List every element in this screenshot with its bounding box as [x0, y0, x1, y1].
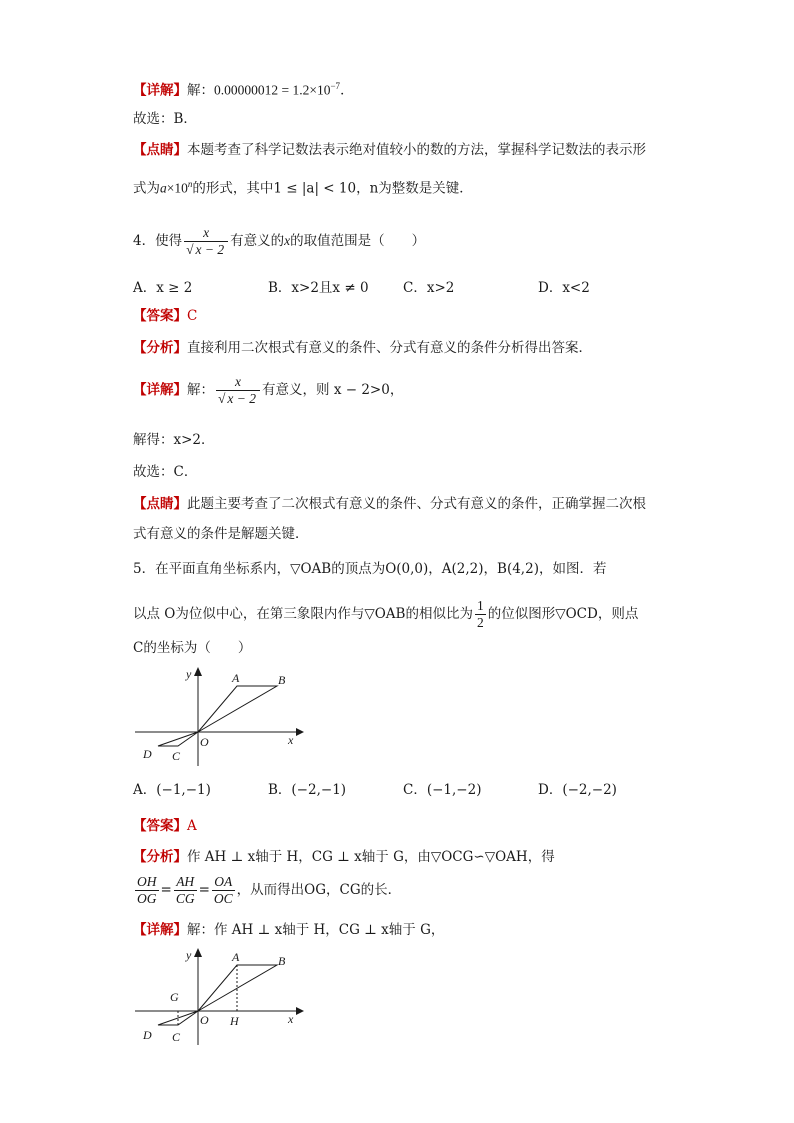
- q4-detail-sqrt: x − 2: [227, 391, 257, 406]
- q5-figure-1: [130, 662, 310, 770]
- q5-option-d: D．(−2,−2): [538, 782, 617, 798]
- prev-comment-line1: [133, 140, 646, 160]
- comment-tag: 【点睛】: [133, 142, 187, 158]
- label-o: O: [200, 735, 209, 749]
- q4-option-a: A．x ≥ 2: [133, 280, 193, 296]
- detail-text: 解：0.00000012 = 1.2×10: [187, 82, 331, 98]
- detail-exponent: −7: [330, 81, 341, 91]
- label-b: B: [278, 954, 286, 968]
- answer-value: C: [187, 308, 198, 324]
- q4-fraction: [184, 225, 228, 258]
- x-axis-arrow: [296, 1007, 304, 1015]
- x-axis-arrow: [296, 728, 304, 736]
- analysis-text: 直接利用二次根式有意义的条件、分式有意义的条件分析得出答案．: [187, 340, 592, 356]
- label-d: D: [143, 1028, 152, 1042]
- answer-value: A: [187, 818, 197, 834]
- q5-ratio-num: 1: [476, 598, 484, 613]
- frac-oh: OH: [137, 874, 157, 889]
- q4-frac-num: x: [184, 225, 228, 242]
- q5-answer: [133, 816, 197, 836]
- comment-text: 此题主要考查了二次根式有意义的条件、分式有意义的条件，正确掌握二次根: [187, 496, 646, 512]
- y-axis-arrow: [194, 667, 202, 676]
- frac-oa: OA: [212, 874, 235, 891]
- label-x: x: [288, 733, 294, 747]
- q5-analysis-line2: $\frac{OH}{OG}$ = $\frac{AH}{CG}$ = $\frac{OA}{OC}$ ，从而得出OG，CG的长．: [137, 874, 402, 906]
- q5-ratio-den: 2: [476, 615, 484, 630]
- q4-stem-end: 的取值范围是（ ）: [290, 233, 426, 249]
- label-c: C: [172, 1030, 181, 1044]
- label-a: A: [232, 671, 240, 685]
- q5-line3: C的坐标为（ ）: [133, 640, 252, 656]
- label-y: y: [186, 667, 192, 681]
- ratio-oh-og: [135, 874, 159, 907]
- label-o: O: [200, 1013, 209, 1027]
- q4-analysis: [133, 338, 592, 358]
- analysis-tag: 【分析】: [133, 849, 187, 865]
- label-c: C: [172, 749, 181, 763]
- frac-cg: CG: [175, 891, 195, 906]
- comment-line2-end: 的形式，其中1 ≤ |a| < 10，n为整数是关键．: [192, 180, 473, 197]
- answer-tag: 【答案】: [133, 308, 187, 324]
- q5-option-b: B．(−2,−1): [268, 782, 347, 798]
- frac-ah: AH: [174, 874, 197, 891]
- q4-sqrt-body: x − 2: [195, 242, 225, 257]
- q5-line1: 5．在平面直角坐标系内，▽OAB的顶点为O(0,0)，A(2,2)，B(4,2)，如图．若: [133, 561, 607, 577]
- q5-line2-end: 的位似图形▽OCD，则点: [487, 606, 639, 622]
- label-y: y: [186, 948, 192, 962]
- q5-ratio: [475, 598, 486, 631]
- detail-end: ．: [340, 82, 354, 99]
- q5-analysis-line1: [133, 847, 555, 867]
- prev-comment-line2: [133, 174, 473, 199]
- detail-end: 有意义，则 x − 2>0，: [262, 382, 404, 398]
- q4-detail: [133, 370, 403, 410]
- q4-solve: 解得：x>2．: [133, 432, 215, 448]
- q5-option-c: C．(−1,−2): [403, 782, 482, 798]
- comment-tag: 【点睛】: [133, 496, 187, 512]
- q4-comment-line1: [133, 494, 646, 514]
- frac-oc: OC: [213, 891, 233, 906]
- q4-stem-mid: 有意义的: [230, 233, 285, 249]
- q5-detail: [133, 920, 444, 940]
- q4-stem: [133, 222, 425, 260]
- q4-comment-line2: 式有意义的条件是解题关键．: [133, 526, 309, 542]
- q4-stem-var: x: [284, 233, 291, 248]
- q4-stem-start: 4．使得: [133, 233, 183, 249]
- comment-line2-start: 式为: [133, 180, 160, 197]
- comment-text: 本题考查了科学记数法表示绝对值较小的数的方法，掌握科学记数法的表示形: [187, 142, 646, 158]
- prev-choose: 故选：B．: [133, 111, 197, 127]
- q4-frac-den: √ x − 2: [186, 242, 225, 257]
- q4-detail-frac-den: √ x − 2: [218, 391, 257, 406]
- analysis-tag: 【分析】: [133, 340, 187, 356]
- y-axis-arrow: [194, 948, 202, 957]
- ratio-oa-oc: [212, 874, 235, 907]
- detail-tag: 【详解】: [133, 82, 187, 99]
- detail-start: 解：: [187, 382, 214, 398]
- q5-figure-2: [130, 945, 310, 1050]
- label-a: A: [232, 950, 240, 964]
- answer-tag: 【答案】: [133, 818, 187, 834]
- prev-detail-line: [133, 76, 354, 101]
- analysis-end: ，从而得出OG，CG的长．: [236, 882, 402, 898]
- triangle-oab: [198, 965, 277, 1011]
- triangle-oab: [198, 686, 277, 732]
- label-h: H: [230, 1014, 239, 1028]
- q4-option-c: C．x>2: [403, 280, 455, 296]
- q4-detail-frac-num: x: [216, 374, 260, 391]
- label-x: x: [288, 1012, 294, 1026]
- triangle-ocd: [158, 1011, 198, 1025]
- q5-line2-start: 以点 O为位似中心，在第三象限内作与▽OAB的相似比为: [133, 606, 473, 622]
- q4-choose: 故选：C．: [133, 464, 198, 480]
- ratio-ah-cg: [174, 874, 197, 907]
- detail-tag: 【详解】: [133, 922, 187, 938]
- comment-exp-n: n: [187, 179, 193, 189]
- q5-line2: [133, 594, 638, 634]
- label-g: G: [170, 990, 179, 1004]
- detail-text: 解：作 AH ⊥ x轴于 H，CG ⊥ x轴于 G，: [187, 922, 445, 938]
- frac-og: OG: [137, 891, 157, 906]
- q4-option-d: D．x<2: [538, 280, 590, 296]
- analysis-text: 作 AH ⊥ x轴于 H，CG ⊥ x轴于 G，由▽OCG∽▽OAH，得: [187, 849, 555, 865]
- q4-answer: [133, 306, 197, 326]
- triangle-ocd: [158, 732, 198, 746]
- label-d: D: [143, 747, 152, 761]
- q5-option-a: A．(−1,−1): [133, 782, 211, 798]
- detail-tag: 【详解】: [133, 382, 187, 398]
- q4-detail-fraction: [216, 374, 260, 407]
- comment-x10: ×10: [166, 180, 188, 196]
- label-b: B: [278, 673, 286, 687]
- q4-option-b: B．x>2且x ≠ 0: [268, 280, 369, 296]
- comment-form-a: a: [160, 180, 167, 196]
